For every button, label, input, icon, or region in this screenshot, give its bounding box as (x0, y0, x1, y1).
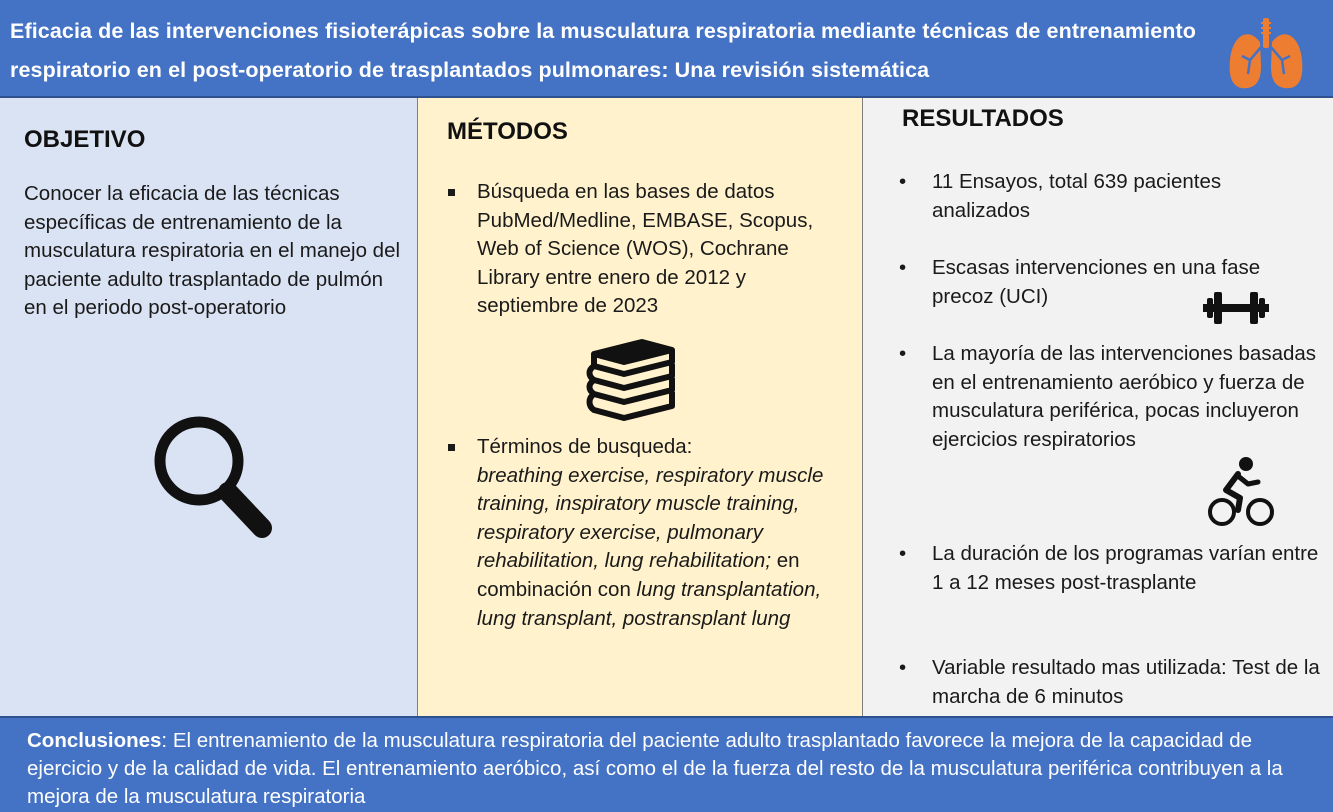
metodos-heading: MÉTODOS (447, 118, 568, 145)
square-bullet (448, 189, 455, 196)
metodos-item-text: Búsqueda en las bases de datos PubMed/Medline, EMBASE, Scopus, Web of Science (WOS), Cochrane Library entre enero de 2012 y septiembre de 2023 (477, 180, 814, 318)
objetivo-text: Conocer la eficacia de las técnicas específicas de entrenamiento de la musculatura respiratoria en el manejo del paciente adulto trasplantado de pulmón en el periodo post-operatorio (24, 182, 401, 320)
resultados-item-text: La mayoría de las intervenciones basadas en el entrenamiento aeróbico y fuerza de musculatura periférica, pocas incluyeron ejercicios respiratorios (932, 342, 1317, 451)
bullet: • (899, 656, 907, 679)
books-icon (586, 336, 678, 426)
objetivo-panel (0, 98, 418, 716)
metodos-item-terms (448, 433, 848, 633)
bullet: • (899, 256, 907, 279)
metodos-panel (418, 98, 863, 716)
terms-label: Términos de busqueda: (477, 435, 693, 458)
conclusiones-label: Conclusiones (27, 729, 162, 752)
metodos-item-databases (448, 178, 848, 321)
lungs-icon (1226, 16, 1306, 92)
objetivo-heading: OBJETIVO (24, 126, 146, 153)
magnifier-icon (152, 414, 282, 546)
bullet: • (899, 170, 907, 193)
bullet: • (899, 542, 907, 565)
conclusiones-body: : El entrenamiento de la musculatura respiratoria del paciente adulto trasplantado favorece la mejora de la capacidad de ejercicio y de la calidad de vida. El entrenamiento aeróbico, así como el de la fuerza del resto de la musculatura periférica contribuyen a la mejora de la musculatura respiratoria (27, 729, 1283, 809)
conclusiones-text (27, 727, 1322, 812)
resultados-item (899, 540, 1324, 597)
square-bullet (448, 444, 455, 451)
metodos-terms-text (477, 433, 848, 633)
terms-connector: en combinación con (477, 549, 800, 601)
resultados-panel (863, 98, 1333, 716)
title-banner (0, 0, 1333, 98)
resultados-item-text: 11 Ensayos, total 639 pacientes analizados (932, 170, 1222, 222)
resultados-item (899, 168, 1324, 225)
bullet: • (899, 342, 907, 365)
resultados-item-text: Escasas intervenciones en una fase precoz (UCI) (932, 256, 1261, 308)
terms-list-2: lung transplantation, lung transplant, postransplant lung (477, 577, 822, 630)
resultados-heading: RESULTADOS (902, 105, 1064, 132)
dumbbell-icon (1201, 288, 1271, 328)
resultados-item-text: Variable resultado mas utilizada: Test de la marcha de 6 minutos (932, 656, 1320, 708)
terms-list: breathing exercise, respiratory muscle training, inspiratory muscle training, respiratory exercise, pulmonary rehabilitation, lung rehabilitation; (477, 463, 824, 573)
resultados-item (899, 654, 1324, 711)
poster-title: Eficacia de las intervenciones fisioterápicas sobre la musculatura respiratoria mediante técnicas de entrenamiento respiratorio en el post-operatorio de trasplantados pulmonares: Una revisión sistemática (10, 19, 1196, 82)
resultados-item (899, 340, 1324, 454)
resultados-item-text: La duración de los programas varían entre 1 a 12 meses post-trasplante (932, 542, 1319, 594)
cyclist-icon (1208, 456, 1274, 528)
conclusiones-banner (0, 716, 1333, 812)
